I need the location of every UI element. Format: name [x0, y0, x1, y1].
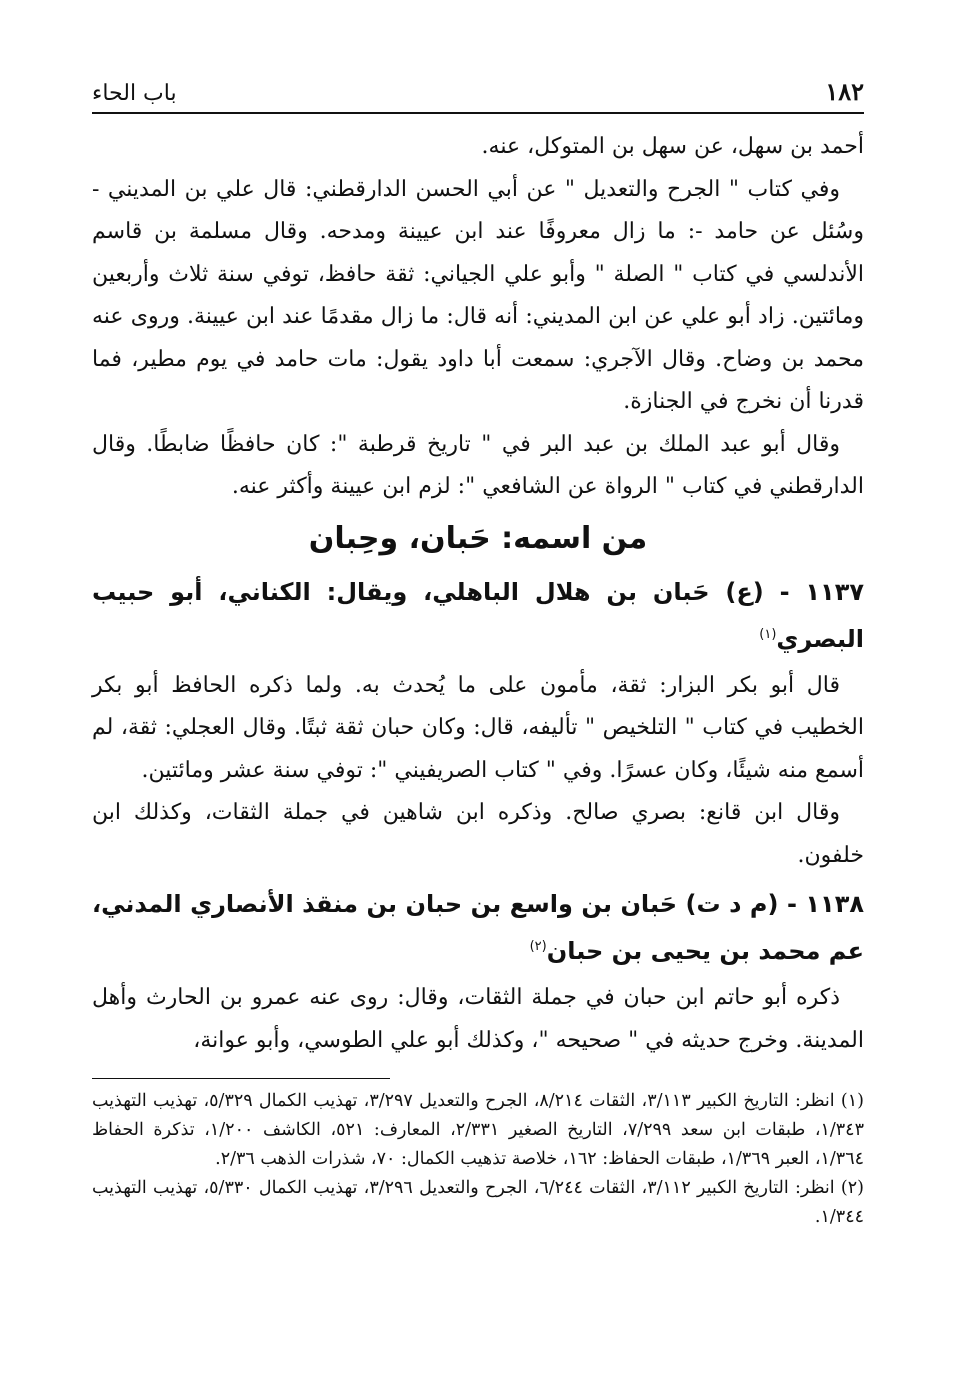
entry-1138-heading: [92, 881, 864, 975]
paragraph-2: وفي كتاب " الجرح والتعديل " عن أبي الحسن الدارقطني: قال علي بن المديني - وسُئل عن حامد -: ما زال معروفًا عند ابن عيينة ومدحه. وقال مسلمة بن قاسم الأندلسي في كتاب " الصلة " وأبو علي الجياني: ثقة حافظ، توفي سنة ثلاث وأربعين ومائتين. زاد أبو علي عن ابن المديني: أنه قال: ما زال مقدمًا عند ابن عيينة. وروى عنه محمد بن وضاح. وقال الآجري: سمعت أبا داود يقول: مات حامد في يوم مطير، فما قدرنا أن نخرج في الجنازة.: [92, 176, 864, 414]
footnote-1: (١) انظر: التاريخ الكبير ٣/١١٣، الثقات ٨/٢١٤، الجرح والتعديل ٣/٢٩٧، تهذيب الكمال ٥/٣٢٩، تهذيب التهذيب ١/٣٤٣، طبقات ابن سعد ٧/٢٩٩، التاريخ الصغير ٢/٣٣١، المعارف: ٥٢١، الكاشف ١/٢٠٠، تذكرة الحفاظ ١/٣٦٤، العبر ١/٣٦٩، طبقات الحفاظ: ١٦٢، خلاصة تذهيب الكمال: ٧٠، شذرات الذهب ٢/٣٦.: [92, 1091, 864, 1169]
paragraph-1: أحمد بن سهل، عن سهل بن المتوكل، عنه.: [481, 134, 864, 159]
footnote-2: (٢) انظر: التاريخ الكبير ٣/١١٢، الثقات ٦/٢٤٤، الجرح والتعديل ٣/٢٩٦، تهذيب الكمال ٥/٣٣٠، تهذيب التهذيب ١/٣٤٤.: [92, 1178, 864, 1227]
page-number: ١٨٢: [825, 77, 864, 106]
paragraph-5: وقال ابن قانع: بصري صالح. وذكره ابن شاهين في جملة الثقات، وكذلك ابن خلفون.: [92, 800, 864, 868]
entry-1138-title: ١١٣٨ - (م د ت) حَبان بن واسع بن حبان بن منقذ الأنصاري المدني، عم محمد بن يحيى بن حبان: [92, 890, 864, 965]
page-header: [92, 58, 864, 114]
paragraph-3: وقال أبو عبد الملك بن عبد البر في " تاريخ قرطبة ": كان حافظًا ضابطًا. وقال الدارقطني في كتاب " الرواة عن الشافعي ": لزم ابن عيينة وأكثر عنه.: [92, 431, 864, 499]
chapter-title: باب الحاء: [92, 81, 177, 106]
footnote-separator: [92, 1078, 390, 1079]
footnote-ref-1: (١): [759, 626, 777, 642]
entry-1137-title: ١١٣٧ - (ع) حَبان بن هلال الباهلي، ويقال: الكناني، أبو حبيب البصري: [92, 577, 864, 653]
book-page: [92, 58, 864, 1232]
entry-1137-heading: [92, 569, 864, 663]
footnote-ref-2: (٢): [529, 939, 547, 954]
paragraph-4: قال أبو بكر البزار: ثقة، مأمون على ما يُحدث به. ولما ذكره الحافظ أبو بكر الخطيب في كتاب " التلخيص " تأليفه، قال: وكان حبان ثقة ثبتًا. وقال العجلي: ثقة، لم أسمع منه شيئًا، وكان عسرًا. وفي " كتاب الصريفيني ": توفي سنة عشر ومائتين.: [92, 672, 864, 783]
section-heading: من اسمه: حَبان، وحِبان: [308, 520, 648, 556]
paragraph-6: ذكره أبو حاتم ابن حبان في جملة الثقات، وقال: روى عنه عمرو بن الحارث وأهل المدينة. وخرج حديثه في " صحيحه "، وكذلك أبو علي الطوسي، وأبو عوانة،: [92, 985, 864, 1053]
